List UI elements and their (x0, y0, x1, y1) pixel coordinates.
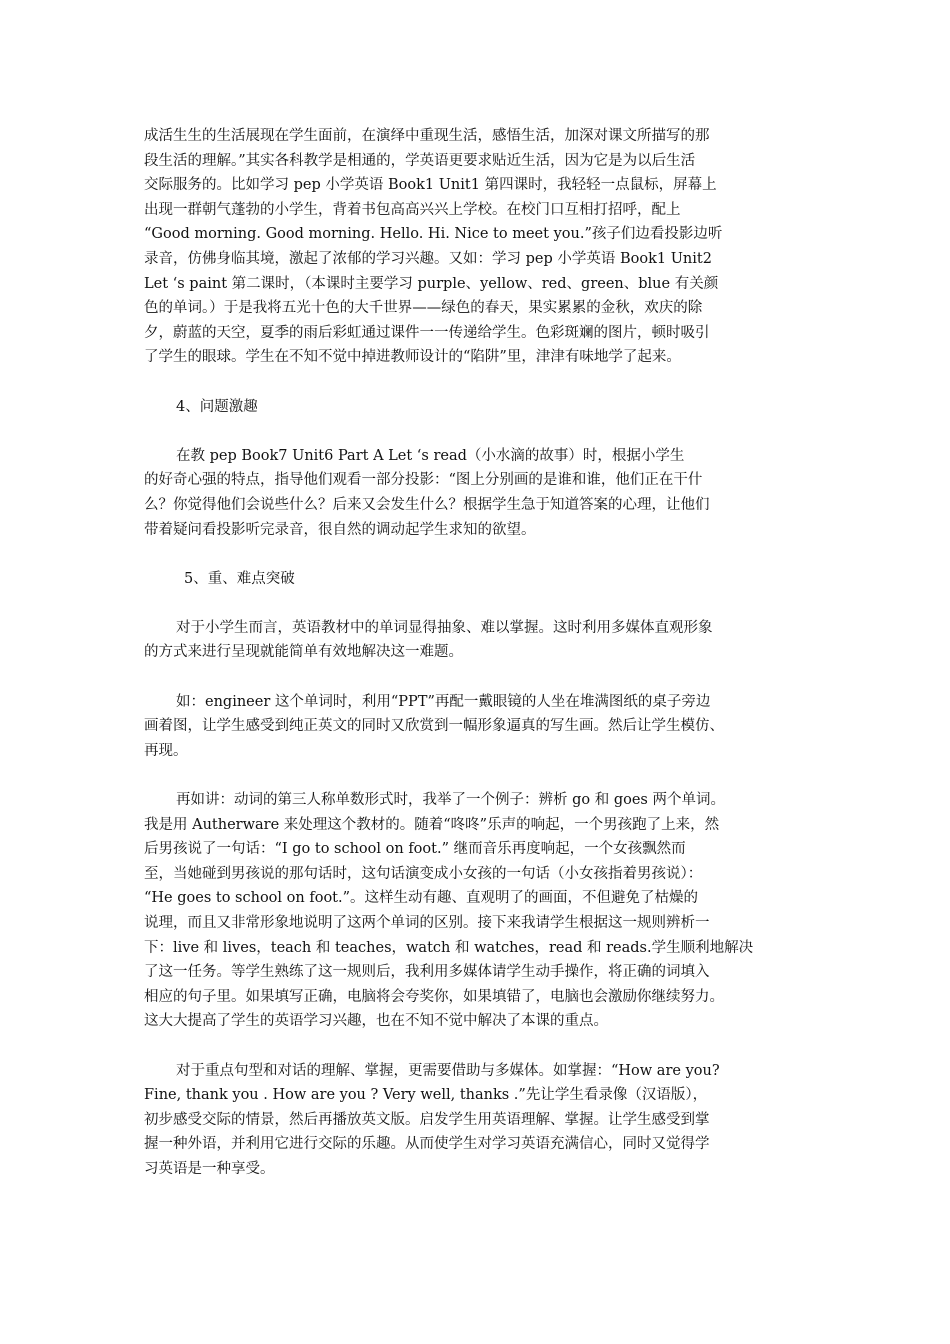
text-line: 对于小学生而言，英语教材中的单词显得抽象、难以掌握。这时利用多媒体直观形象 (176, 619, 713, 636)
text-line: 带着疑问看投影听完录音，很自然的调动起学生求知的欲望。 (144, 521, 536, 538)
text-line: 在教 pep Book7 Unit6 Part A Let ‘s read（小水滴的故事）时，根据小学生 (176, 447, 685, 464)
document-body (144, 124, 806, 1206)
text-line: 至，当她碰到男孩说的那句话时，这句话演变成小女孩的一句话（小女孩指着男孩说）： (144, 865, 703, 882)
paragraph-vocabulary-difficulty (144, 616, 806, 665)
text-line: 初步感受交际的情景，然后再播放英文版。启发学生用英语理解、掌握。让学生感受到掌 (144, 1111, 710, 1128)
text-line: 的方式来进行呈现就能简单有效地解决这一难题。 (144, 644, 463, 661)
text-line: 了学生的眼球。学生在不知不觉中掉进教师设计的“陷阱”里，津津有味地学了起来。 (144, 349, 681, 366)
text-line: 习英语是一种享受。 (144, 1160, 275, 1177)
text-line: 这大大提高了学生的英语学习兴趣，也在不知不觉中解决了本课的重点。 (144, 1013, 608, 1030)
text-line: 成活生生的生活展现在学生面前，在演绎中重现生活，感悟生活，加深对课文所描写的那 (144, 128, 710, 144)
text-line: 了这一任务。等学生熟练了这一规则后，我利用多媒体请学生动手操作，将正确的词填入 (144, 964, 710, 981)
text-line: 的好奇心强的特点，指导他们观看一部分投影：“图上分别画的是谁和谁，他们正在干什 (144, 472, 703, 489)
text-line: 夕，蔚蓝的天空，夏季的雨后彩虹通过课件一一传递给学生。色彩斑斓的图片，顿时吸引 (144, 324, 710, 341)
text-line: Let ‘s paint 第二课时，（本课时主要学习 purple、yellow、red、green、blue 有关颜 (144, 275, 719, 292)
text-line: 下：live 和 lives，teach 和 teaches，watch 和 watches，read 和 reads.学生顺利地解决 (144, 939, 754, 956)
paragraph-life-context (144, 124, 806, 370)
text-line: 么？你觉得他们会说些什么？后来又会发生什么？根据学生急于知道答案的心理，让他们 (144, 496, 710, 513)
text-line: 画着图，让学生感受到纯正英文的同时又欣赏到一幅形象逼真的写生画。然后让学生模仿、 (144, 718, 724, 735)
section-heading-4: 4、问题激趣 (176, 398, 258, 415)
text-line: 段生活的理解。”其实各科教学是相通的，学英语更要求贴近生活，因为它是为以后生活 (144, 152, 696, 169)
text-line: 相应的句子里。如果填写正确，电脑将会夸奖你，如果填错了，电脑也会激励你继续努力。 (144, 988, 724, 1005)
text-line: “He goes to school on foot.”。这样生动有趣、直观明了的画面，不但避免了枯燥的 (144, 890, 699, 907)
text-line: 色的单词。）于是我将五光十色的大千世界——绿色的春天，果实累累的金秋，欢庆的除 (144, 300, 703, 317)
text-line: 说理，而且又非常形象地说明了这两个单词的区别。接下来我请学生根据这一规则辨析一 (144, 915, 710, 931)
text-line: 出现一群朝气蓬勃的小学生，背着书包高高兴兴上学校。在校门口互相打招呼，配上 (144, 201, 681, 218)
paragraph-question-interest (144, 444, 806, 542)
text-line: 交际服务的。比如学习 pep 小学英语 Book1 Unit1 第四课时，我轻轻一点鼠标，屏幕上 (144, 177, 717, 194)
text-line: 我是用 Autherware 来处理这个教材的。随着“咚咚”乐声的响起，一个男孩跑了上来，然 (144, 816, 720, 833)
text-line: 再现。 (144, 742, 188, 759)
text-line: 再如讲：动词的第三人称单数形式时，我举了一个例子：辨析 go 和 goes 两个单词。 (176, 792, 725, 809)
text-line: “Good morning. Good morning. Hello. Hi. Nice to meet you.”孩子们边看投影边听 (144, 226, 723, 243)
text-line: Fine, thank you . How are you ? Very well, thanks .”先让学生看录像（汉语版）， (144, 1087, 708, 1104)
text-line: 对于重点句型和对话的理解、掌握，更需要借助与多媒体。如掌握：“How are you? (176, 1062, 720, 1079)
paragraph-sentence-patterns (144, 1059, 806, 1182)
text-line: 录音，仿佛身临其境，激起了浓郁的学习兴趣。又如：学习 pep 小学英语 Book1 Unit2 (144, 250, 712, 267)
text-line: 如：engineer 这个单词时，利用“PPT”再配一戴眼镜的人坐在堆满图纸的桌子旁边 (176, 693, 711, 710)
paragraph-engineer-example (144, 690, 806, 764)
text-line: 握一种外语，并利用它进行交际的乐趣。从而使学生对学习英语充满信心，同时又觉得学 (144, 1136, 710, 1153)
paragraph-third-person-example (144, 788, 806, 1034)
text-line: 后男孩说了一句话：“I go to school on foot.” 继而音乐再度响起，一个女孩飘然而 (144, 841, 686, 858)
section-heading-5: 5、重、难点突破 (184, 570, 295, 587)
